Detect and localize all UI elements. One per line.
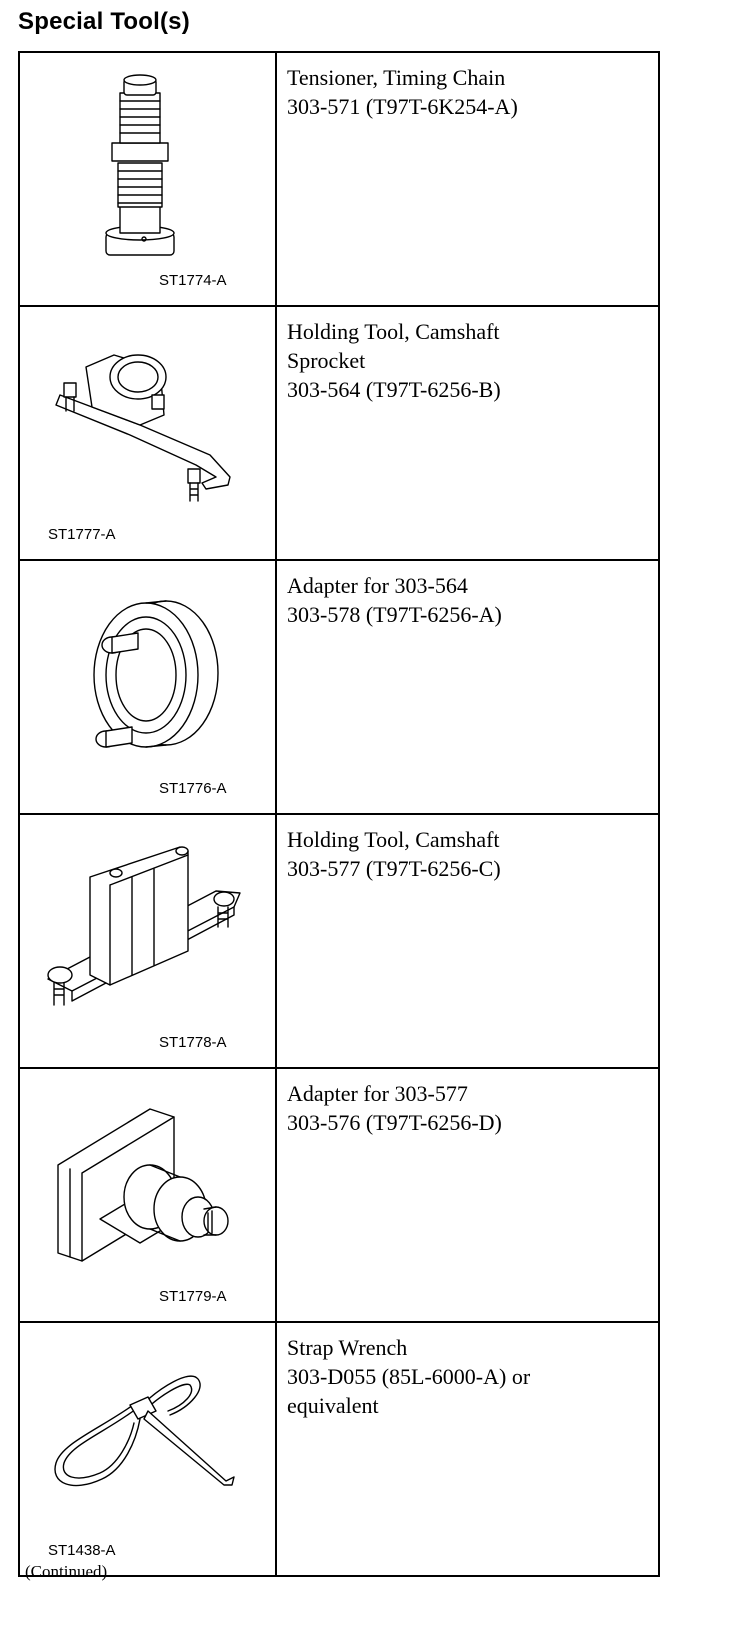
tool-illustration-cell [19, 306, 276, 560]
table-row [19, 1068, 659, 1322]
continued-note: (Continued) [25, 1562, 108, 1581]
camshaft-sprocket-holding-tool-icon [20, 307, 275, 549]
tool-name: Tensioner, Timing Chain [287, 65, 506, 90]
sprocket-adapter-icon [20, 561, 275, 803]
tool-illustration-cell [19, 1068, 276, 1322]
tool-illustration-cell [19, 52, 276, 306]
tool-illustration-cell [19, 1322, 276, 1576]
strap-wrench-icon [20, 1323, 275, 1565]
tool-part-number: 303-576 (T97T-6256-D) [287, 1110, 502, 1135]
tool-part-number: 303-578 (T97T-6256-A) [287, 602, 502, 627]
tool-description [276, 814, 659, 1068]
tool-part-number: 303-D055 (85L-6000-A) or [287, 1364, 531, 1389]
tool-description [276, 1068, 659, 1322]
table-row [19, 52, 659, 306]
tool-name-continued: equivalent [287, 1393, 379, 1418]
tool-figure-code: ST1776-A [159, 780, 227, 797]
tool-figure-code: ST1777-A [48, 526, 116, 543]
tool-name: Holding Tool, Camshaft [287, 827, 500, 852]
tool-name: Adapter for 303-564 [287, 573, 468, 598]
tool-description [276, 306, 659, 560]
camshaft-tool-adapter-icon [20, 1069, 275, 1311]
table-row [19, 1322, 659, 1576]
tool-name: Adapter for 303-577 [287, 1081, 468, 1106]
tool-figure-code: ST1438-A [48, 1542, 116, 1559]
tool-illustration-cell [19, 814, 276, 1068]
tool-name-continued: Sprocket [287, 348, 366, 373]
tool-part-number: 303-564 (T97T-6256-B) [287, 377, 501, 402]
tool-description [276, 52, 659, 306]
tool-part-number: 303-571 (T97T-6K254-A) [287, 94, 518, 119]
tool-description [276, 1322, 659, 1576]
page-title: Special Tool(s) [18, 8, 190, 35]
camshaft-holding-tool-icon [20, 815, 275, 1057]
tool-figure-code: ST1779-A [159, 1288, 227, 1305]
table-row [19, 306, 659, 560]
tool-name: Strap Wrench [287, 1335, 408, 1360]
table-row [19, 814, 659, 1068]
tool-figure-code: ST1778-A [159, 1034, 227, 1051]
special-tools-table [18, 51, 660, 1577]
tool-name: Holding Tool, Camshaft [287, 319, 500, 344]
timing-chain-tensioner-icon [20, 53, 275, 295]
tool-illustration-cell [19, 560, 276, 814]
table-row [19, 560, 659, 814]
tool-part-number: 303-577 (T97T-6256-C) [287, 856, 501, 881]
tool-figure-code: ST1774-A [159, 272, 227, 289]
tool-description [276, 560, 659, 814]
